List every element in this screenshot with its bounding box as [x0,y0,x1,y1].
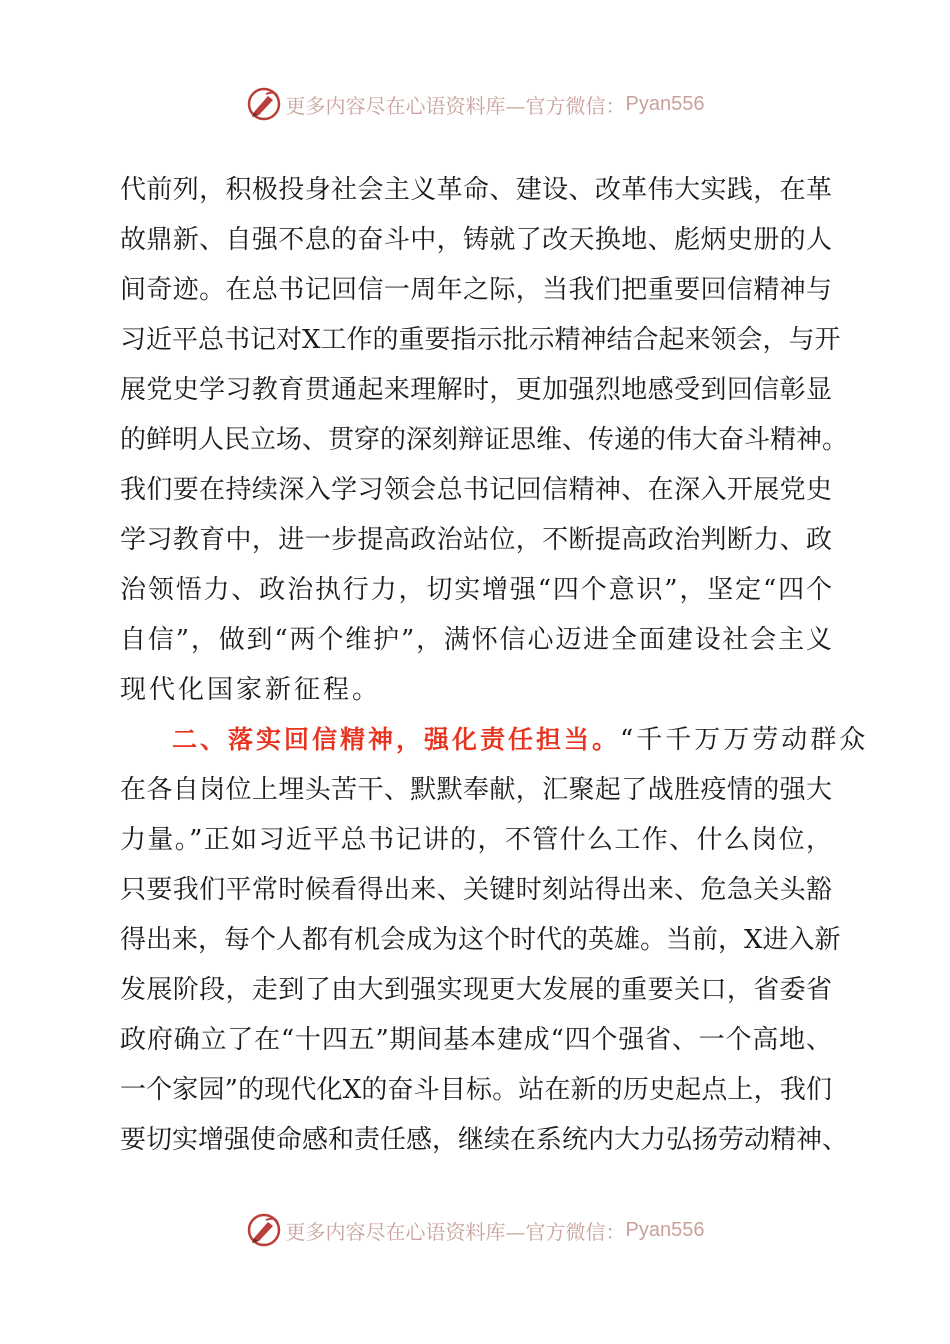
text-line: 要切实增强使命感和责任感，继续在系统内大力弘扬劳动精神、 [120,1125,849,1155]
text-line: 政府确立了在“十四五”期间基本建成“四个强省、一个高地、 [120,1025,832,1055]
text-line: 的鲜明人民立场、贯穿的深刻辩证思维、传递的伟大奋斗精神。 [120,425,849,455]
watermark-text: 更多内容尽在心语资料库—官方微信： [285,93,626,118]
text-line: 现代化国家新征程。 [120,675,382,705]
text-line: 展党史学习教育贯通起来理解时，更加强烈地感受到回信彰显 [120,375,832,405]
text-line: 代前列，积极投身社会主义革命、建设、改革伟大实践，在革 [120,175,832,205]
text-line: 发展阶段，走到了由大到强实现更大发展的重要关口，省委省 [120,975,832,1005]
text-line: 得出来，每个人都有机会成为这个时代的英雄。当前，X进入新 [120,925,841,955]
text-line: 故鼎新、自强不息的奋斗中，铸就了改天换地、彪炳史册的人 [120,225,832,255]
text-line: 力量。”正如习近平总书记讲的，不管什么工作、什么岗位， [120,825,832,855]
pen-logo-icon [246,1212,282,1248]
text-line: 只要我们平常时候看得出来、关键时刻站得出来、危急关头豁 [120,875,832,905]
watermark-wechat-id: Pyan556 [625,1218,705,1241]
heading-line-rest: “千千万万劳动群众 [620,725,869,755]
text-line: 学习教育中，进一步提高政治站位，不断提高政治判断力、政 [120,525,832,555]
watermark-banner-top [0,84,950,124]
text-line: 习近平总书记对X工作的重要指示批示精神结合起来领会，与开 [120,325,841,355]
text-line: 自信”，做到“两个维护”，满怀信心迈进全面建设社会主义 [120,625,832,655]
document-body [120,165,869,1165]
watermark-wechat-id: Pyan556 [625,92,705,115]
watermark-text: 更多内容尽在心语资料库—官方微信： [285,1219,626,1244]
pen-logo-icon [246,86,282,122]
text-line: 治领悟力、政治执行力，切实增强“四个意识”，坚定“四个 [120,575,832,605]
text-line: 间奇迹。在总书记回信一周年之际，当我们把重要回信精神与 [120,275,832,305]
watermark-banner-bottom [0,1210,950,1250]
section-heading: 二、落实回信精神，强化责任担当。 [172,725,621,754]
section-heading-line [120,715,869,765]
text-line: 一个家园”的现代化X的奋斗目标。站在新的历史起点上，我们 [120,1075,832,1105]
text-line: 在各自岗位上埋头苦干、默默奉献，汇聚起了战胜疫情的强大 [120,775,832,805]
text-line: 我们要在持续深入学习领会总书记回信精神、在深入开展党史 [120,475,832,505]
